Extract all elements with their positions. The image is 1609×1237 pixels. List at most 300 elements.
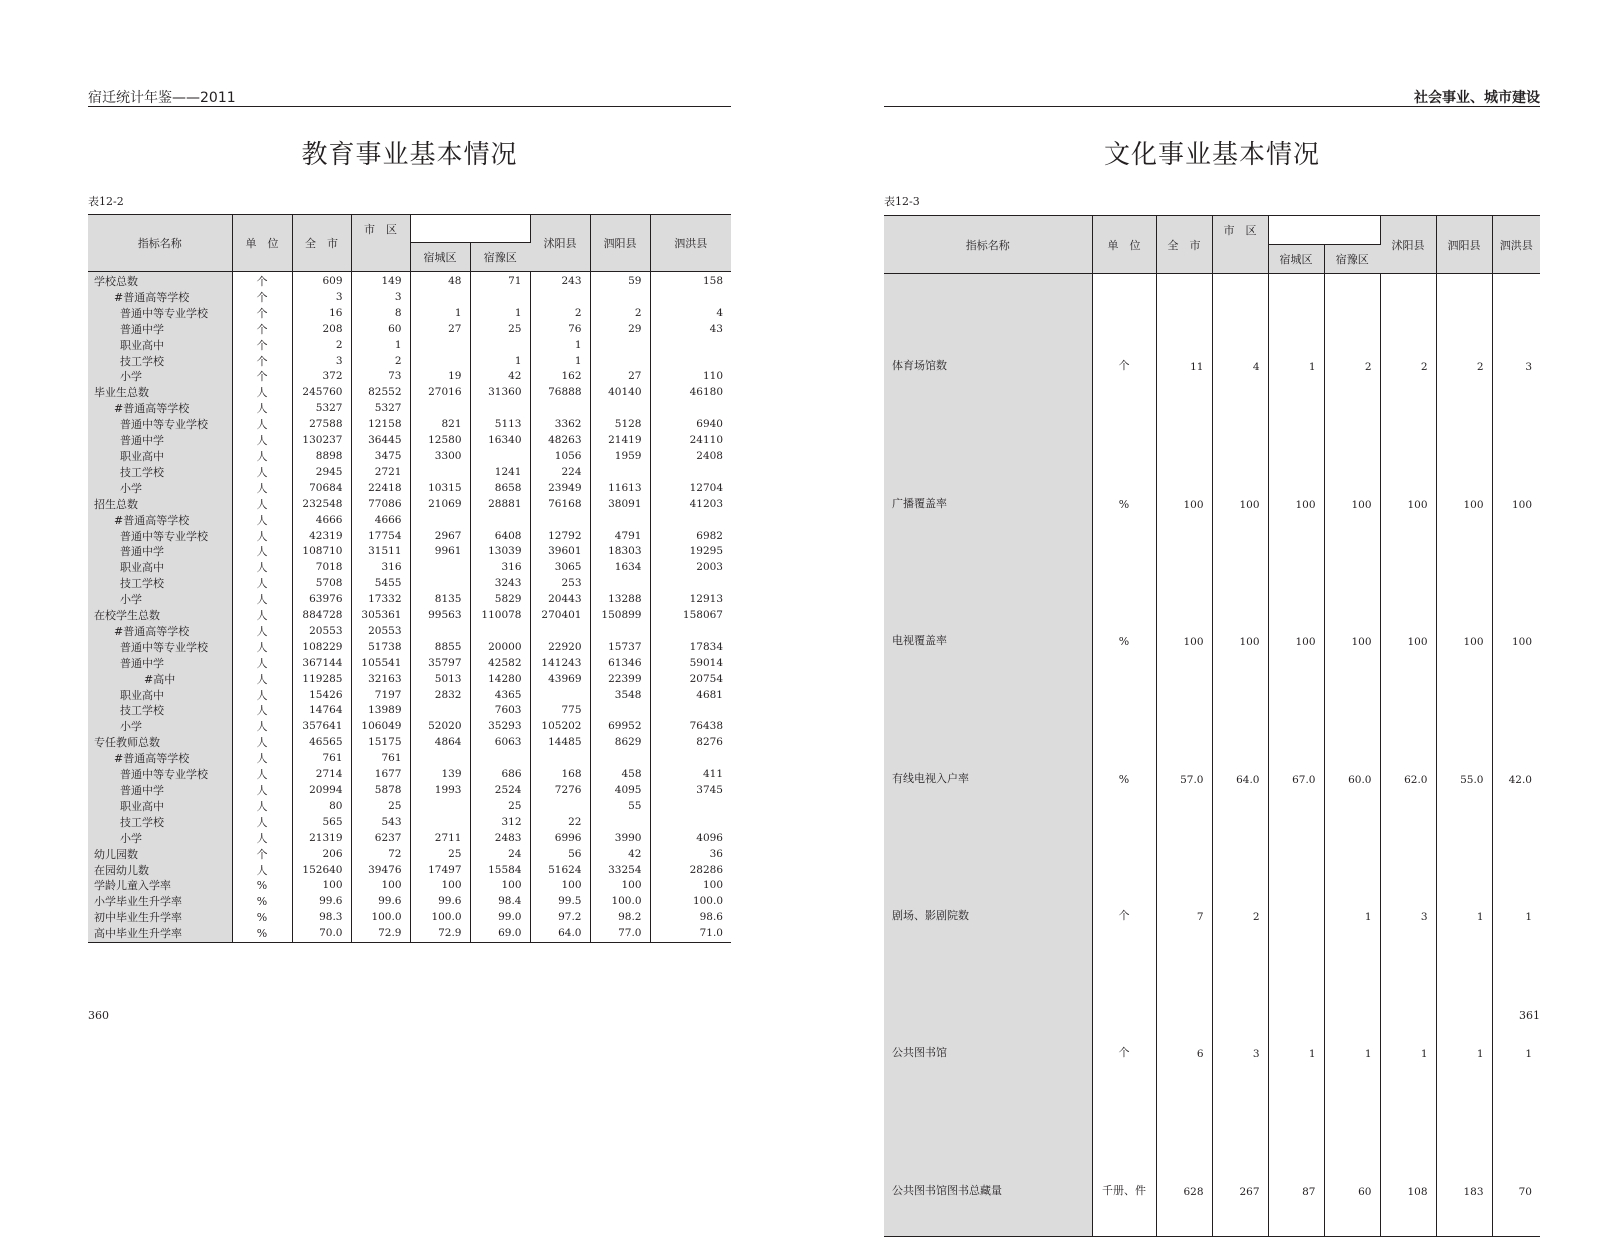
value-cell: 100 [1212,411,1268,548]
value-cell: 31360 [470,385,530,401]
value-cell: 130237 [292,433,351,449]
running-head [88,86,731,107]
indicator-name: 高中毕业生升学率 [88,926,232,942]
table-row [88,497,731,513]
value-cell: 2 [590,306,650,322]
value-cell: 100 [1156,411,1212,548]
indicator-name: 技工学校 [88,465,232,481]
value-cell: 40140 [590,385,650,401]
value-cell: 20994 [292,783,351,799]
table-row [88,640,731,656]
value-cell: 2408 [696,449,723,462]
value-cell: 3362 [530,417,590,433]
value-cell: 60 [351,322,410,338]
value-cell: 6996 [530,831,590,847]
value-cell: 51624 [530,863,590,879]
table-row [88,831,731,847]
value-cell [410,751,470,767]
indicator-name: 普通中学 [88,322,232,338]
value-cell: 15426 [292,688,351,704]
value-cell [650,624,731,640]
value-cell: 1 [1324,824,1380,961]
value-cell: 149 [351,272,410,290]
value-cell: 12792 [530,529,590,545]
value-cell: 1 [1268,274,1324,412]
value-cell: 70 [1518,1185,1532,1198]
value-cell: 2 [351,354,410,370]
value-cell: 70684 [292,481,351,497]
value-cell [530,513,590,529]
value-cell: 8135 [410,592,470,608]
value-cell: 16340 [470,433,530,449]
unit-cell: 人 [232,815,292,831]
indicator-name: 专任教师总数 [88,735,232,751]
culture-table-body [884,274,1540,1237]
value-cell: 7 [1156,824,1212,961]
value-cell: 1 [1436,824,1492,961]
unit-cell: 人 [232,560,292,576]
table-row [88,401,731,417]
header-total: 全 市 [1156,216,1212,274]
value-cell: 27588 [292,417,351,433]
value-cell [410,290,470,306]
value-cell: 232548 [292,497,351,513]
unit-cell: 人 [232,863,292,879]
unit-cell: 个 [232,290,292,306]
value-cell: 22418 [351,481,410,497]
header-siyang: 泗阳县 [590,215,650,272]
indicator-name: 技工学校 [88,703,232,719]
value-cell: 2711 [410,831,470,847]
value-cell [410,560,470,576]
value-cell [410,401,470,417]
table-row [884,1098,1540,1236]
value-cell: 98.2 [590,910,650,926]
value-cell: 99563 [410,608,470,624]
value-cell: 775 [530,703,590,719]
value-cell: 21419 [590,433,650,449]
value-cell: 2 [1324,274,1380,412]
value-cell: 100 [1212,549,1268,686]
indicator-name: 技工学校 [88,576,232,592]
indicator-name: 小学 [88,719,232,735]
value-cell: 5013 [410,672,470,688]
value-cell: 48263 [530,433,590,449]
indicator-name: 公共图书馆图书总藏量 [884,1098,1092,1236]
value-cell: 67.0 [1268,686,1324,823]
unit-cell: % [232,926,292,942]
table-row [88,306,731,322]
value-cell: 27016 [410,385,470,401]
value-cell: 3065 [530,560,590,576]
value-cell: 13039 [470,544,530,560]
unit-cell: 人 [232,688,292,704]
table-row [88,783,731,799]
value-cell: 2967 [410,529,470,545]
unit-cell: 人 [232,783,292,799]
running-head-text: 社会事业、城市建设 [1414,90,1540,106]
value-cell [470,513,530,529]
table-row [88,433,731,449]
header-district-blank [1212,245,1268,274]
page-number: 360 [88,1009,109,1022]
value-cell: 100 [470,878,530,894]
value-cell: 884728 [292,608,351,624]
value-cell: 7276 [530,783,590,799]
value-cell: 70.0 [292,926,351,942]
value-cell: 24110 [689,434,723,447]
value-cell: 270401 [530,608,590,624]
value-cell: 1 [1525,910,1532,923]
value-cell [530,401,590,417]
value-cell [650,401,731,417]
unit-cell: 人 [232,656,292,672]
value-cell [590,751,650,767]
value-cell: 72.9 [351,926,410,942]
header-district-span [1268,216,1380,245]
value-cell [650,815,731,831]
value-cell: 25 [410,847,470,863]
indicator-name: 学龄儿童入学率 [88,878,232,894]
value-cell: 3548 [590,688,650,704]
value-cell: 71 [470,272,530,290]
table-row [884,686,1540,823]
unit-cell: % [232,894,292,910]
value-cell: 100 [1380,549,1436,686]
value-cell [470,624,530,640]
value-cell: 1 [470,354,530,370]
table-row [88,354,731,370]
unit-cell: 人 [232,735,292,751]
indicator-name: 普通中等专业学校 [88,767,232,783]
value-cell: 6940 [696,418,723,431]
value-cell: 22399 [590,672,650,688]
value-cell: 7603 [470,703,530,719]
value-cell: 100.0 [351,910,410,926]
value-cell: 100 [1511,636,1532,649]
indicator-name: #普通高等学校 [88,624,232,640]
unit-cell: 个 [232,338,292,354]
unit-cell: 人 [232,497,292,513]
value-cell: 2003 [696,561,723,574]
value-cell: 56 [530,847,590,863]
table-row [884,824,1540,961]
value-cell: 4666 [351,513,410,529]
value-cell: 21069 [410,497,470,513]
value-cell: 59014 [689,656,723,669]
value-cell: 23949 [530,481,590,497]
indicator-name: 招生总数 [88,497,232,513]
value-cell [470,290,530,306]
unit-cell: 个 [232,369,292,385]
value-cell: 48 [410,272,470,290]
indicator-name: 幼儿园数 [88,847,232,863]
value-cell: 2524 [470,783,530,799]
value-cell [410,513,470,529]
value-cell [650,338,731,354]
value-cell: 100 [1436,411,1492,548]
value-cell: 35797 [410,656,470,672]
unit-cell: 人 [232,751,292,767]
value-cell: 108710 [292,544,351,560]
value-cell: 42319 [292,529,351,545]
value-cell [590,338,650,354]
header-unit: 单 位 [232,215,292,272]
value-cell: 1959 [590,449,650,465]
value-cell: 100 [590,878,650,894]
value-cell: 25 [470,799,530,815]
value-cell [590,703,650,719]
value-cell: 61346 [590,656,650,672]
value-cell: 3 [292,354,351,370]
value-cell: 5113 [470,417,530,433]
value-cell: 3 [1525,361,1532,374]
value-cell [530,751,590,767]
value-cell: 17497 [410,863,470,879]
value-cell: 108229 [292,640,351,656]
value-cell [410,624,470,640]
value-cell: 42582 [470,656,530,672]
value-cell: 5878 [351,783,410,799]
unit-cell: 人 [232,592,292,608]
value-cell: 46180 [689,386,723,399]
value-cell: 3 [351,290,410,306]
value-cell: 8898 [292,449,351,465]
value-cell: 99.0 [470,910,530,926]
value-cell: 2 [1212,824,1268,961]
unit-cell: 个 [232,322,292,338]
table-row [88,624,731,640]
education-table-body [88,272,731,943]
indicator-name: 技工学校 [88,815,232,831]
indicator-name: #普通高等学校 [88,751,232,767]
value-cell: 2714 [292,767,351,783]
value-cell [650,513,731,529]
value-cell: 20754 [689,672,723,685]
value-cell: 19295 [689,545,723,558]
indicator-name: #普通高等学校 [88,513,232,529]
unit-cell: % [232,878,292,894]
running-head-text: 宿迁统计年鉴——2011 [88,90,236,106]
value-cell [410,815,470,831]
indicator-name: 在校学生总数 [88,608,232,624]
value-cell: 1 [410,306,470,322]
table-row [88,656,731,672]
indicator-name: #高中 [88,672,232,688]
unit-cell: 人 [232,624,292,640]
value-cell: 98.3 [292,910,351,926]
value-cell: 17754 [351,529,410,545]
page-number: 361 [1519,1009,1540,1022]
table-row [884,274,1540,412]
value-cell: 76 [530,322,590,338]
unit-cell: % [1092,411,1156,548]
table-row [88,608,731,624]
header-sucheng: 宿城区 [410,243,470,272]
value-cell: 63976 [292,592,351,608]
value-cell: 32163 [351,672,410,688]
value-cell: 1677 [351,767,410,783]
value-cell: 8276 [696,736,723,749]
unit-cell: 个 [1092,274,1156,412]
value-cell: 1634 [590,560,650,576]
value-cell [590,290,650,306]
running-head [884,86,1540,107]
value-cell: 100 [1156,549,1212,686]
header-total: 全 市 [292,215,351,272]
indicator-name: 小学 [88,592,232,608]
value-cell: 3475 [351,449,410,465]
page-title: 教育事业基本情况 [301,140,518,170]
value-cell: 16 [292,306,351,322]
value-cell: 22920 [530,640,590,656]
indicator-name: #普通高等学校 [88,401,232,417]
value-cell: 3745 [696,784,723,796]
value-cell: 12913 [689,593,723,606]
table-row [88,894,731,910]
value-cell: 183 [1436,1098,1492,1236]
unit-cell: 人 [232,513,292,529]
value-cell: 11 [1156,274,1212,412]
indicator-name: 普通中学 [88,544,232,560]
unit-cell: 个 [1092,824,1156,961]
indicator-name: 普通中等专业学校 [88,640,232,656]
value-cell: 141243 [530,656,590,672]
value-cell: 20553 [351,624,410,640]
value-cell: 69952 [590,719,650,735]
table-row [88,322,731,338]
value-cell: 5128 [590,417,650,433]
unit-cell: 人 [232,703,292,719]
table-row [88,417,731,433]
value-cell: 2 [530,306,590,322]
table-row [88,703,731,719]
value-cell: 24 [470,847,530,863]
value-cell [470,338,530,354]
indicator-name: 电视覆盖率 [884,549,1092,686]
value-cell: 43969 [530,672,590,688]
value-cell: 4365 [470,688,530,704]
value-cell: 2483 [470,831,530,847]
indicator-name: 学校总数 [88,272,232,290]
unit-cell: % [232,910,292,926]
table-row [88,815,731,831]
value-cell: 18303 [590,544,650,560]
value-cell: 761 [351,751,410,767]
table-row [88,735,731,751]
value-cell: 8629 [590,735,650,751]
value-cell: 6 [1156,961,1212,1098]
unit-cell: 人 [232,767,292,783]
value-cell: 8 [351,306,410,322]
value-cell [410,465,470,481]
value-cell: 14485 [530,735,590,751]
indicator-name: 普通中等专业学校 [88,529,232,545]
value-cell [1268,824,1324,961]
unit-cell: 人 [232,799,292,815]
value-cell: 2 [292,338,351,354]
unit-cell: 人 [232,529,292,545]
unit-cell: 千册、件 [1092,1098,1156,1236]
value-cell: 150899 [590,608,650,624]
value-cell: 13989 [351,703,410,719]
value-cell: 139 [410,767,470,783]
value-cell: 80 [292,799,351,815]
unit-cell: 个 [1092,961,1156,1098]
value-cell: 1 [351,338,410,354]
value-cell: 2721 [351,465,410,481]
value-cell: 28881 [470,497,530,513]
header-unit: 单 位 [1092,216,1156,274]
value-cell: 5708 [292,576,351,592]
value-cell: 72 [351,847,410,863]
value-cell: 1993 [410,783,470,799]
header-sucheng: 宿城区 [1268,245,1324,274]
value-cell: 1 [470,306,530,322]
value-cell: 13288 [590,592,650,608]
unit-cell: 人 [232,417,292,433]
value-cell [590,624,650,640]
value-cell [410,354,470,370]
indicator-name: 小学 [88,369,232,385]
indicator-name: 小学 [88,481,232,497]
unit-cell: % [1092,549,1156,686]
value-cell: 99.6 [410,894,470,910]
value-cell: 4096 [696,831,723,844]
value-cell [590,354,650,370]
header-suyu: 宿豫区 [1324,245,1380,274]
indicator-name: 普通中学 [88,783,232,799]
indicator-name: 初中毕业生升学率 [88,910,232,926]
value-cell [530,688,590,704]
table-row [88,560,731,576]
header-district: 市 区 [351,215,410,243]
value-cell: 52020 [410,719,470,735]
value-cell: 3 [292,290,351,306]
value-cell: 105541 [351,656,410,672]
value-cell: 108 [1380,1098,1436,1236]
indicator-name: 有线电视入户率 [884,686,1092,823]
value-cell: 77.0 [590,926,650,942]
value-cell: 8658 [470,481,530,497]
header-district: 市 区 [1212,216,1268,245]
value-cell: 3 [1380,824,1436,961]
unit-cell: 人 [232,576,292,592]
value-cell: 19 [410,369,470,385]
value-cell: 38091 [590,497,650,513]
value-cell: 100 [351,878,410,894]
value-cell: 15737 [590,640,650,656]
table-row [88,338,731,354]
value-cell: 6063 [470,735,530,751]
indicator-name: #普通高等学校 [88,290,232,306]
value-cell: 1241 [470,465,530,481]
value-cell: 1 [1324,961,1380,1098]
indicator-name: 职业高中 [88,449,232,465]
value-cell: 119285 [292,672,351,688]
value-cell: 411 [702,768,723,781]
value-cell [470,449,530,465]
indicator-name: 技工学校 [88,354,232,370]
value-cell: 76438 [689,720,723,733]
value-cell [530,290,590,306]
value-cell: 458 [590,767,650,783]
value-cell: 110 [702,370,723,383]
value-cell: 1 [530,338,590,354]
value-cell: 31511 [351,544,410,560]
value-cell: 3300 [410,449,470,465]
value-cell [590,401,650,417]
